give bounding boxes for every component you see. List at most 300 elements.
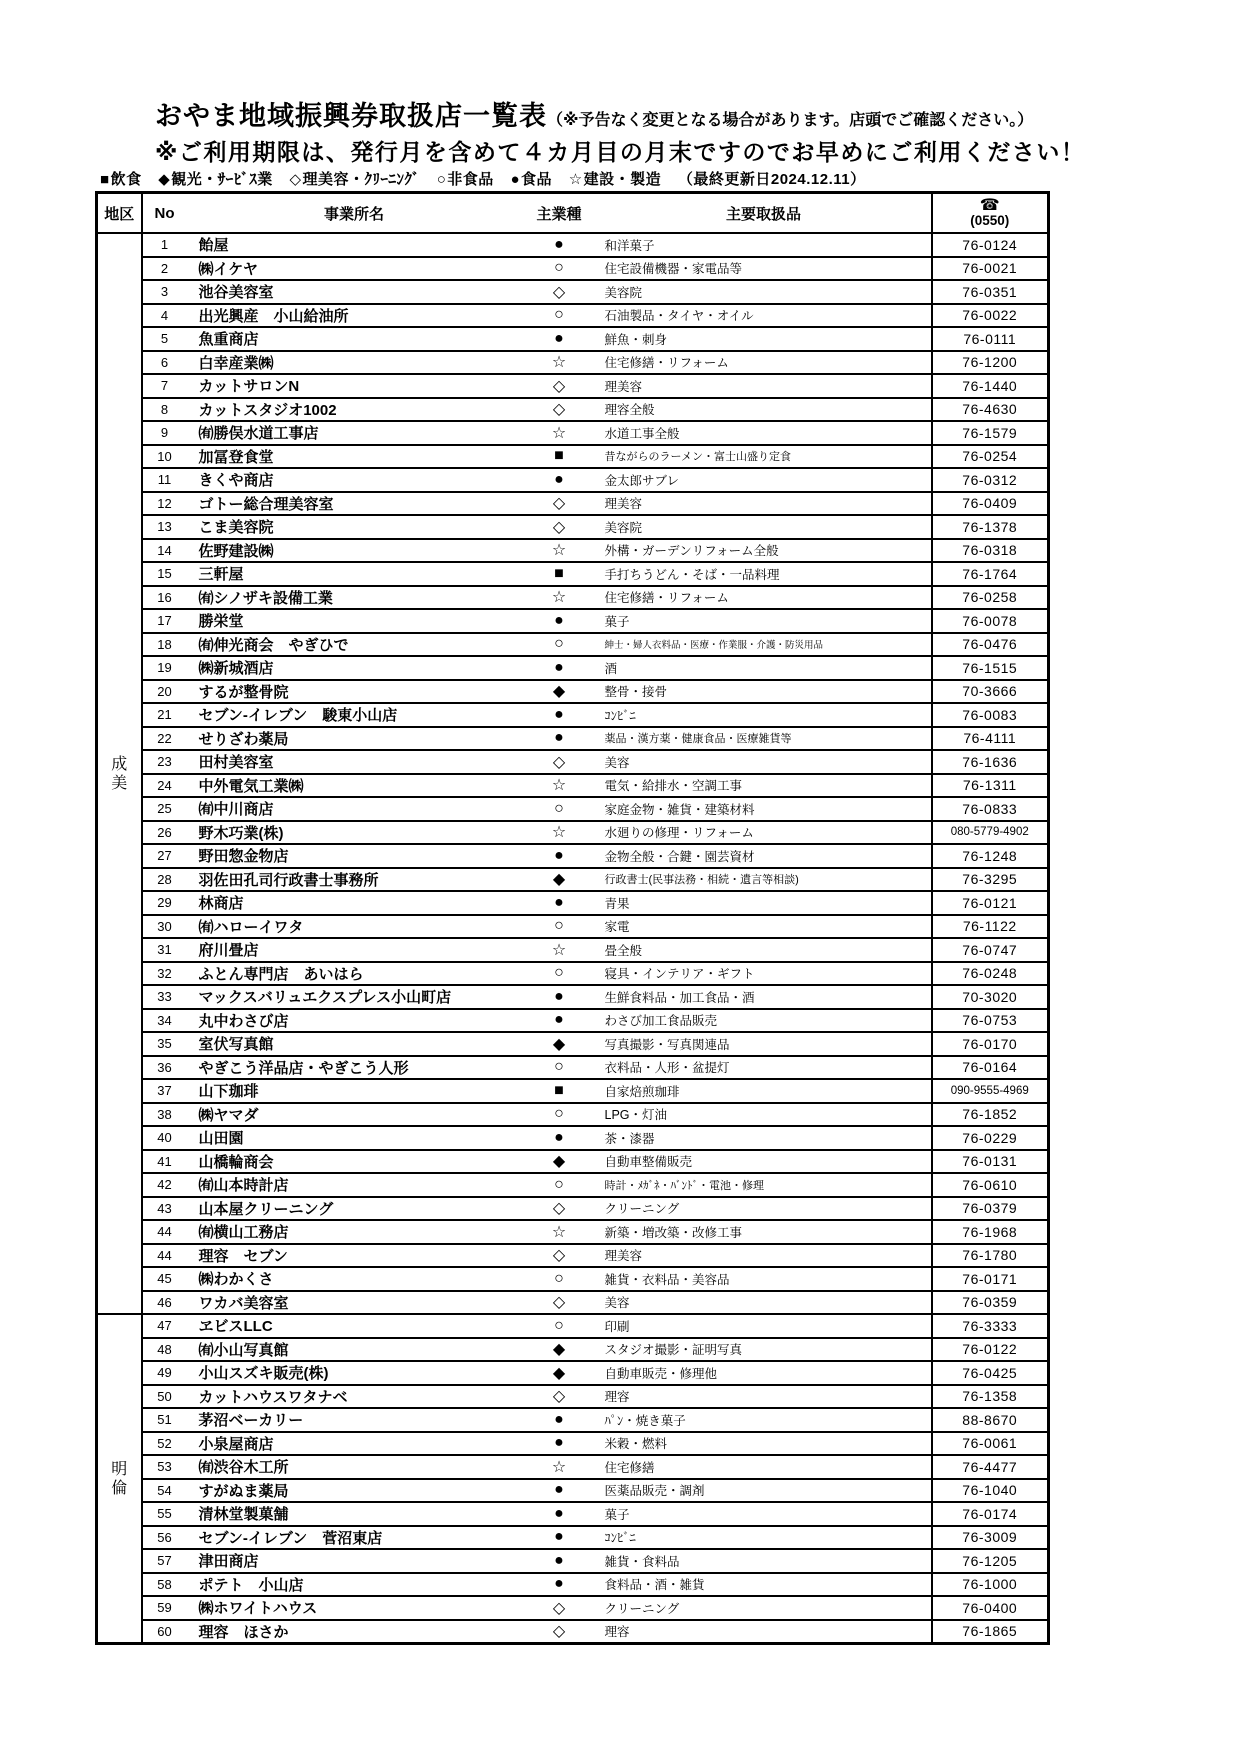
category-symbol: ● xyxy=(522,1502,597,1526)
products: 整骨・接骨 xyxy=(597,680,932,704)
table-row xyxy=(97,868,1049,892)
products: 青果 xyxy=(597,891,932,915)
products: 理美容 xyxy=(597,492,932,516)
table-row xyxy=(97,821,1049,845)
phone-number: 76-0164 xyxy=(932,1056,1049,1080)
table-row xyxy=(97,656,1049,680)
business-name: 津田商店 xyxy=(187,1549,522,1573)
table-row xyxy=(97,962,1049,986)
row-number: 24 xyxy=(142,774,187,798)
business-name: ㈱わかくさ xyxy=(187,1267,522,1291)
category-symbol: ☆ xyxy=(522,1220,597,1244)
table-row xyxy=(97,1479,1049,1503)
business-name: ㈱新城酒店 xyxy=(187,656,522,680)
category-symbol: ● xyxy=(522,609,597,633)
products: 自動車販売・修理他 xyxy=(597,1361,932,1385)
products: 薬品・漢方薬・健康食品・医療雑貨等 xyxy=(597,727,932,751)
category-symbol: ○ xyxy=(522,1314,597,1338)
phone-number: 70-3020 xyxy=(932,985,1049,1009)
row-number: 46 xyxy=(142,1291,187,1315)
products: 茶・漆器 xyxy=(597,1126,932,1150)
products: 石油製品・タイヤ・オイル xyxy=(597,304,932,328)
business-name: 山下珈琲 xyxy=(187,1079,522,1103)
phone-number: 76-0747 xyxy=(932,938,1049,962)
category-symbol: ☆ xyxy=(522,1455,597,1479)
business-name: カットハウスワタナベ xyxy=(187,1385,522,1409)
table-row xyxy=(97,938,1049,962)
products: 手打ちうどん・そば・一品料理 xyxy=(597,562,932,586)
business-name: 三軒屋 xyxy=(187,562,522,586)
table-row xyxy=(97,1361,1049,1385)
table-row xyxy=(97,1385,1049,1409)
category-symbol: ● xyxy=(522,1408,597,1432)
products: ｺﾝﾋﾞﾆ xyxy=(597,1526,932,1550)
business-name: 飴屋 xyxy=(187,233,522,257)
column-header-category: 主業種 xyxy=(522,193,597,234)
table-row xyxy=(97,1220,1049,1244)
products: 鮮魚・刺身 xyxy=(597,327,932,351)
phone-number: 76-3295 xyxy=(932,868,1049,892)
row-number: 37 xyxy=(142,1079,187,1103)
category-symbol: ◇ xyxy=(522,1244,597,1268)
phone-number: 76-4111 xyxy=(932,727,1049,751)
table-row xyxy=(97,985,1049,1009)
products: 寝具・インテリア・ギフト xyxy=(597,962,932,986)
business-name: 理容 ほさか xyxy=(187,1620,522,1644)
products: 米穀・燃料 xyxy=(597,1432,932,1456)
table-row xyxy=(97,797,1049,821)
business-name: 白幸産業㈱ xyxy=(187,351,522,375)
phone-number: 76-0379 xyxy=(932,1197,1049,1221)
category-symbol: ○ xyxy=(522,1267,597,1291)
table-row xyxy=(97,727,1049,751)
business-name: ㈱イケヤ xyxy=(187,257,522,281)
products: 電気・給排水・空調工事 xyxy=(597,774,932,798)
column-header-phone xyxy=(932,193,1049,234)
category-symbol: ☆ xyxy=(522,539,597,563)
products: 生鮮食料品・加工食品・酒 xyxy=(597,985,932,1009)
row-number: 51 xyxy=(142,1408,187,1432)
products: 住宅修繕・リフォーム xyxy=(597,351,932,375)
phone-number: 76-0171 xyxy=(932,1267,1049,1291)
category-symbol: ◆ xyxy=(522,1361,597,1385)
legend-label: 食品 xyxy=(521,171,553,188)
row-number: 5 xyxy=(142,327,187,351)
category-symbol: ○ xyxy=(522,915,597,939)
row-number: 15 xyxy=(142,562,187,586)
row-number: 49 xyxy=(142,1361,187,1385)
products: 新築・増改築・改修工事 xyxy=(597,1220,932,1244)
table-row xyxy=(97,233,1049,257)
products: 水廻りの修理・リフォーム xyxy=(597,821,932,845)
category-symbol: ● xyxy=(522,656,597,680)
row-number: 18 xyxy=(142,633,187,657)
business-name: ㈱ホワイトハウス xyxy=(187,1596,522,1620)
business-name: 魚重商店 xyxy=(187,327,522,351)
row-number: 19 xyxy=(142,656,187,680)
products: 理容 xyxy=(597,1385,932,1409)
table-row xyxy=(97,1291,1049,1315)
category-symbol: ● xyxy=(522,703,597,727)
category-symbol: ● xyxy=(522,727,597,751)
business-name: やぎこう洋品店・やぎこう人形 xyxy=(187,1056,522,1080)
table-row xyxy=(97,1549,1049,1573)
telephone-icon: ☎ xyxy=(979,197,1000,214)
row-number: 58 xyxy=(142,1573,187,1597)
business-name: 田村美容室 xyxy=(187,750,522,774)
table-row xyxy=(97,1244,1049,1268)
category-symbol: ● xyxy=(522,891,597,915)
business-name: ㈲伸光商会 やぎひで xyxy=(187,633,522,657)
products: ｺﾝﾋﾞﾆ xyxy=(597,703,932,727)
business-name: 野木巧業(株) xyxy=(187,821,522,845)
phone-number: 76-0122 xyxy=(932,1338,1049,1362)
products: 食料品・酒・雑貨 xyxy=(597,1573,932,1597)
category-symbol: ◇ xyxy=(522,280,597,304)
row-number: 35 xyxy=(142,1032,187,1056)
category-symbol: ■ xyxy=(522,562,597,586)
business-name: するが整骨院 xyxy=(187,680,522,704)
category-symbol: ◆ xyxy=(522,1338,597,1362)
business-name: ヱビスLLC xyxy=(187,1314,522,1338)
category-symbol: ◇ xyxy=(522,492,597,516)
phone-number: 76-0753 xyxy=(932,1009,1049,1033)
business-name: ゴトー総合理美容室 xyxy=(187,492,522,516)
square-filled-icon: ■ xyxy=(100,171,110,188)
row-number: 14 xyxy=(142,539,187,563)
category-symbol: ◇ xyxy=(522,1291,597,1315)
products: 写真撮影・写真関連品 xyxy=(597,1032,932,1056)
phone-number: 76-3009 xyxy=(932,1526,1049,1550)
row-number: 30 xyxy=(142,915,187,939)
phone-number: 76-0351 xyxy=(932,280,1049,304)
row-number: 40 xyxy=(142,1126,187,1150)
business-name: 清林堂製菓舗 xyxy=(187,1502,522,1526)
table-row xyxy=(97,586,1049,610)
business-name: こま美容院 xyxy=(187,515,522,539)
category-symbol: ● xyxy=(522,327,597,351)
business-name: 山本屋クリーニング xyxy=(187,1197,522,1221)
phone-number: 76-0021 xyxy=(932,257,1049,281)
phone-number: 76-0258 xyxy=(932,586,1049,610)
products: 衣料品・人形・盆提灯 xyxy=(597,1056,932,1080)
table-row xyxy=(97,891,1049,915)
table-row xyxy=(97,445,1049,469)
business-name: 中外電気工業㈱ xyxy=(187,774,522,798)
category-symbol: ○ xyxy=(522,1056,597,1080)
legend-item xyxy=(158,171,273,188)
business-name: 小山スズキ販売(株) xyxy=(187,1361,522,1385)
business-name: 林商店 xyxy=(187,891,522,915)
business-name: 池谷美容室 xyxy=(187,280,522,304)
circle-outline-icon: ○ xyxy=(436,171,447,188)
phone-number: 76-4630 xyxy=(932,398,1049,422)
category-symbol: ◇ xyxy=(522,1197,597,1221)
products: 家電 xyxy=(597,915,932,939)
phone-number: 76-0409 xyxy=(932,492,1049,516)
table-row xyxy=(97,1267,1049,1291)
phone-number: 76-0022 xyxy=(932,304,1049,328)
row-number: 60 xyxy=(142,1620,187,1644)
table-row xyxy=(97,1408,1049,1432)
phone-number: 76-0400 xyxy=(932,1596,1049,1620)
table-row xyxy=(97,1009,1049,1033)
products: 理美容 xyxy=(597,374,932,398)
phone-number: 76-0425 xyxy=(932,1361,1049,1385)
category-symbol: ☆ xyxy=(522,421,597,445)
row-number: 1 xyxy=(142,233,187,257)
row-number: 13 xyxy=(142,515,187,539)
business-name: ワカバ美容室 xyxy=(187,1291,522,1315)
products: わさび加工食品販売 xyxy=(597,1009,932,1033)
business-name: ㈱ヤマダ xyxy=(187,1103,522,1127)
table-row xyxy=(97,562,1049,586)
phone-number: 76-1636 xyxy=(932,750,1049,774)
table-row xyxy=(97,1455,1049,1479)
business-name: セブン-イレブン 菅沼東店 xyxy=(187,1526,522,1550)
phone-number: 76-0111 xyxy=(932,327,1049,351)
products: 菓子 xyxy=(597,609,932,633)
row-number: 20 xyxy=(142,680,187,704)
business-name: 丸中わさび店 xyxy=(187,1009,522,1033)
store-table xyxy=(95,191,1050,1645)
district-label: 明 倫 xyxy=(97,1314,142,1644)
category-symbol: ● xyxy=(522,1432,597,1456)
phone-number: 76-1358 xyxy=(932,1385,1049,1409)
products: 金物全般・合鍵・園芸資材 xyxy=(597,844,932,868)
legend-label: 理美容・ｸﾘｰﾆﾝｸﾞ xyxy=(302,171,421,188)
business-name: せりざわ薬局 xyxy=(187,727,522,751)
phone-number: 76-1440 xyxy=(932,374,1049,398)
phone-number: 76-1122 xyxy=(932,915,1049,939)
business-name: 山田園 xyxy=(187,1126,522,1150)
table-row xyxy=(97,398,1049,422)
phone-number: 76-0174 xyxy=(932,1502,1049,1526)
category-symbol: ☆ xyxy=(522,938,597,962)
legend-label: 建設・製造 xyxy=(583,171,662,188)
category-symbol: ○ xyxy=(522,1103,597,1127)
category-symbol: ● xyxy=(522,468,597,492)
table-row xyxy=(97,304,1049,328)
table-row xyxy=(97,280,1049,304)
business-name: 小泉屋商店 xyxy=(187,1432,522,1456)
category-symbol: ○ xyxy=(522,633,597,657)
table-row xyxy=(97,515,1049,539)
business-name: 山橋輪商会 xyxy=(187,1150,522,1174)
row-number: 17 xyxy=(142,609,187,633)
category-symbol: ■ xyxy=(522,1079,597,1103)
row-number: 57 xyxy=(142,1549,187,1573)
business-name: ㈲中川商店 xyxy=(187,797,522,821)
row-number: 8 xyxy=(142,398,187,422)
category-symbol: ◆ xyxy=(522,1150,597,1174)
table-row xyxy=(97,1079,1049,1103)
business-name: きくや商店 xyxy=(187,468,522,492)
table-row xyxy=(97,1150,1049,1174)
row-number: 43 xyxy=(142,1197,187,1221)
products: 紳士・婦人衣料品・医療・作業服・介護・防災用品 xyxy=(597,633,932,657)
category-symbol: ◇ xyxy=(522,1385,597,1409)
phone-number: 76-0833 xyxy=(932,797,1049,821)
table-row xyxy=(97,351,1049,375)
column-header-district: 地区 xyxy=(97,193,142,234)
phone-number: 76-0229 xyxy=(932,1126,1049,1150)
row-number: 55 xyxy=(142,1502,187,1526)
title-note: （※予告なく変更となる場合があります。店頭でご確認ください。） xyxy=(547,112,1034,129)
table-row xyxy=(97,1620,1049,1644)
phone-number: 76-0124 xyxy=(932,233,1049,257)
table-row xyxy=(97,844,1049,868)
products: 美容院 xyxy=(597,515,932,539)
category-symbol: ● xyxy=(522,1573,597,1597)
district-label: 成 美 xyxy=(97,233,142,1314)
row-number: 54 xyxy=(142,1479,187,1503)
business-name: 羽佐田孔司行政書士事務所 xyxy=(187,868,522,892)
phone-number: 76-4477 xyxy=(932,1455,1049,1479)
phone-number: 76-0083 xyxy=(932,703,1049,727)
category-symbol: ◆ xyxy=(522,680,597,704)
row-number: 48 xyxy=(142,1338,187,1362)
table-row xyxy=(97,257,1049,281)
row-number: 38 xyxy=(142,1103,187,1127)
business-name: 野田惣金物店 xyxy=(187,844,522,868)
products: クリーニング xyxy=(597,1197,932,1221)
products: 雑貨・衣料品・美容品 xyxy=(597,1267,932,1291)
products: LPG・灯油 xyxy=(597,1103,932,1127)
table-row xyxy=(97,750,1049,774)
table-row xyxy=(97,1197,1049,1221)
products: 美容 xyxy=(597,750,932,774)
table-row xyxy=(97,1596,1049,1620)
products: 理美容 xyxy=(597,1244,932,1268)
phone-number: 76-0254 xyxy=(932,445,1049,469)
row-number: 34 xyxy=(142,1009,187,1033)
row-number: 44 xyxy=(142,1220,187,1244)
table-row xyxy=(97,539,1049,563)
products: 畳全般 xyxy=(597,938,932,962)
category-symbol: ◇ xyxy=(522,374,597,398)
legend-label: 非食品 xyxy=(447,171,494,188)
phone-number: 76-1764 xyxy=(932,562,1049,586)
row-number: 7 xyxy=(142,374,187,398)
row-number: 21 xyxy=(142,703,187,727)
phone-number: 76-1200 xyxy=(932,351,1049,375)
legend-item xyxy=(289,171,420,188)
category-symbol: ◇ xyxy=(522,750,597,774)
legend-label: 飲食 xyxy=(110,171,142,188)
table-row xyxy=(97,1314,1049,1338)
products: 菓子 xyxy=(597,1502,932,1526)
products: 住宅修繕 xyxy=(597,1455,932,1479)
category-symbol: ● xyxy=(522,1009,597,1033)
row-number: 50 xyxy=(142,1385,187,1409)
category-symbol: ● xyxy=(522,1126,597,1150)
category-symbol: ● xyxy=(522,985,597,1009)
category-symbol: ● xyxy=(522,844,597,868)
circle-filled-icon: ● xyxy=(510,171,521,188)
title-line xyxy=(155,94,1033,133)
category-symbol: ☆ xyxy=(522,821,597,845)
products: クリーニング xyxy=(597,1596,932,1620)
row-number: 45 xyxy=(142,1267,187,1291)
table-row xyxy=(97,774,1049,798)
row-number: 32 xyxy=(142,962,187,986)
category-symbol: ☆ xyxy=(522,774,597,798)
last-updated: （最終更新日2024.12.11） xyxy=(677,171,866,188)
phone-number: 76-0061 xyxy=(932,1432,1049,1456)
phone-number: 090-9555-4969 xyxy=(932,1079,1049,1103)
products: 自家焙煎珈琲 xyxy=(597,1079,932,1103)
phone-number: 76-1515 xyxy=(932,656,1049,680)
phone-number: 76-0131 xyxy=(932,1150,1049,1174)
business-name: 佐野建設㈱ xyxy=(187,539,522,563)
phone-number: 76-0476 xyxy=(932,633,1049,657)
category-symbol: ○ xyxy=(522,304,597,328)
products: 雑貨・食料品 xyxy=(597,1549,932,1573)
business-name: 茅沼ベーカリー xyxy=(187,1408,522,1432)
area-code: (0550) xyxy=(970,213,1010,228)
table-row xyxy=(97,374,1049,398)
business-name: ㈲渋谷木工所 xyxy=(187,1455,522,1479)
column-header-no: No xyxy=(142,193,187,234)
table-row xyxy=(97,327,1049,351)
table-row xyxy=(97,468,1049,492)
phone-number: 76-1968 xyxy=(932,1220,1049,1244)
phone-number: 76-0610 xyxy=(932,1173,1049,1197)
business-name: ポテト 小山店 xyxy=(187,1573,522,1597)
table-row xyxy=(97,680,1049,704)
category-legend xyxy=(100,168,866,189)
business-name: ふとん専門店 あいはら xyxy=(187,962,522,986)
products: 酒 xyxy=(597,656,932,680)
products: 水道工事全般 xyxy=(597,421,932,445)
phone-number: 70-3666 xyxy=(932,680,1049,704)
products: 時計・ﾒｶﾞﾈ・ﾊﾞﾝﾄﾞ・電池・修理 xyxy=(597,1173,932,1197)
products: 美容 xyxy=(597,1291,932,1315)
table-header-row xyxy=(97,193,1049,234)
category-symbol: ■ xyxy=(522,445,597,469)
table-row xyxy=(97,1056,1049,1080)
phone-number: 76-3333 xyxy=(932,1314,1049,1338)
category-symbol: ◆ xyxy=(522,868,597,892)
legend-item xyxy=(437,171,494,188)
row-number: 47 xyxy=(142,1314,187,1338)
column-header-products: 主要取扱品 xyxy=(597,193,932,234)
table-row xyxy=(97,1103,1049,1127)
table-row xyxy=(97,492,1049,516)
column-header-name: 事業所名 xyxy=(187,193,522,234)
category-symbol: ○ xyxy=(522,1173,597,1197)
row-number: 3 xyxy=(142,280,187,304)
phone-number: 76-1311 xyxy=(932,774,1049,798)
category-symbol: ☆ xyxy=(522,351,597,375)
products: ﾊﾟﾝ・焼き菓子 xyxy=(597,1408,932,1432)
row-number: 16 xyxy=(142,586,187,610)
business-name: 加冨登食堂 xyxy=(187,445,522,469)
store-table-body xyxy=(97,233,1049,1644)
phone-number: 76-1205 xyxy=(932,1549,1049,1573)
products: 理容 xyxy=(597,1620,932,1644)
business-name: 出光興産 小山給油所 xyxy=(187,304,522,328)
table-row xyxy=(97,1173,1049,1197)
business-name: すがぬま薬局 xyxy=(187,1479,522,1503)
phone-number: 76-1780 xyxy=(932,1244,1049,1268)
row-number: 22 xyxy=(142,727,187,751)
business-name: カットサロンN xyxy=(187,374,522,398)
row-number: 42 xyxy=(142,1173,187,1197)
table-row xyxy=(97,1432,1049,1456)
row-number: 52 xyxy=(142,1432,187,1456)
